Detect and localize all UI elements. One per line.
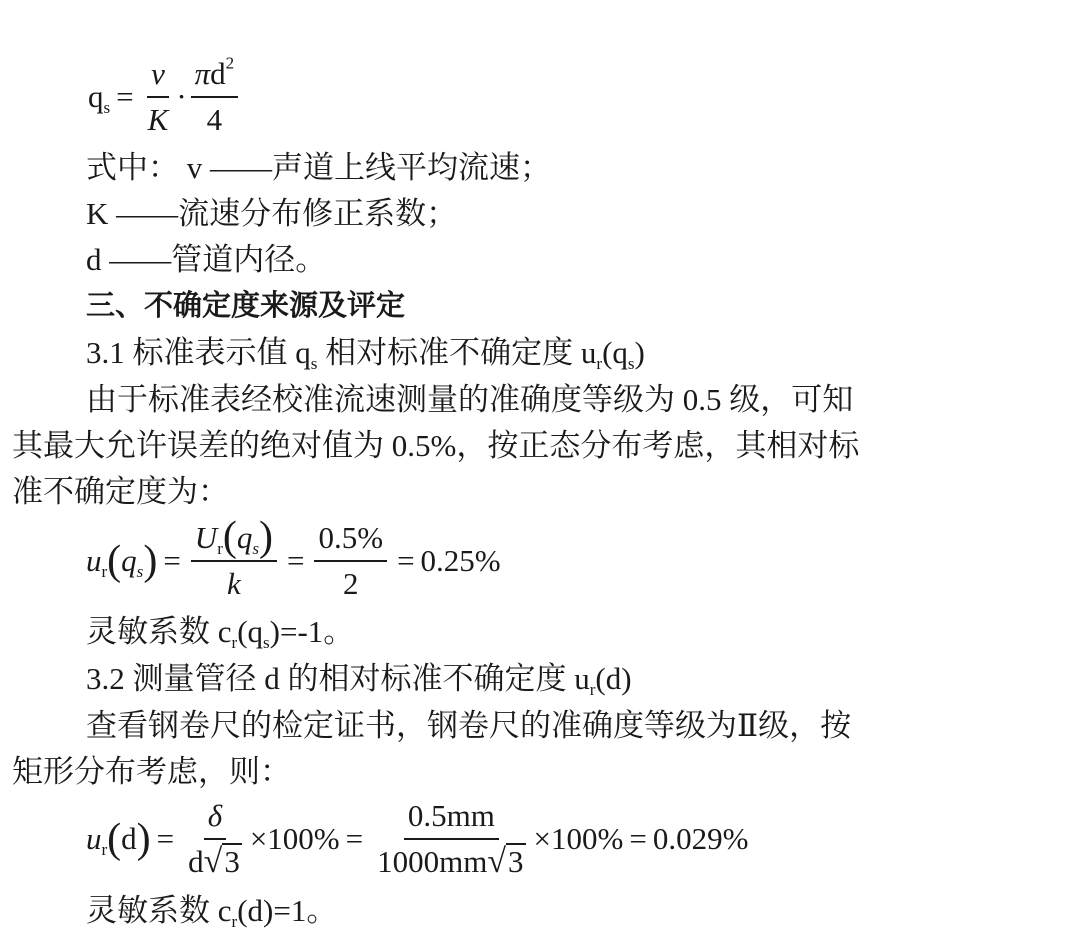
formula3-frac-mm: 0.5mm 1000mm √ 3	[377, 798, 524, 880]
formula-ur-d: $u_r$ ( d ) = δ d √ 3 ×100% = 0.5mm 1000mm √ 3 ×100% = 0.029%	[86, 798, 749, 880]
formula1-frac-pi-d2: $\frac{\pi d^2}{4}$	[191, 54, 239, 140]
formula2-u: $u_r$	[86, 543, 108, 581]
formula3-u: $u_r$	[86, 821, 108, 859]
formula1-frac-v-k: $\frac{v}{K}$	[147, 56, 169, 137]
subsection-3-2-title: 3.2 测量管径 d 的相对标准不确定度 $u_r(d)$	[86, 661, 632, 699]
formula2-frac-U-k: $\frac{U_r(q_s)}{k}$	[191, 518, 277, 604]
section-heading-uncertainty: 三、不确定度来源及评定	[86, 288, 406, 322]
definition-k: K ——流速分布修正系数；	[86, 196, 458, 231]
formula1-equals: =	[116, 79, 134, 114]
paragraph-3-1-line3: 准不确定度为：	[12, 474, 229, 509]
formula-ur-qs: $u_r$ ( $q_s$ ) = $\frac{U_r(q_s)}{k}$ = $\frac{0.5\%}{2}$ = 0.25%	[86, 518, 501, 604]
formula1-lhs: $q_s$	[88, 79, 111, 117]
formula-flow-rate	[88, 54, 242, 140]
paragraph-3-1-line2: 其最大允许误差的绝对值为 0.5%，按正态分布考虑，其相对标	[12, 428, 860, 463]
paragraph-3-2-line2: 矩形分布考虑，则：	[12, 754, 291, 789]
sensitivity-d: 灵敏系数 $c_r(d)=1$。	[86, 893, 338, 931]
paragraph-3-2-line1: 查看钢卷尺的检定证书，钢卷尺的准确度等级为Ⅱ级，按	[86, 708, 852, 743]
formula3-frac-delta: δ d √ 3	[188, 798, 240, 880]
formula3-result: 0.029%	[652, 821, 749, 856]
paragraph-3-1-line1: 由于标准表经校准流速测量的准确度等级为 0.5 级，可知	[86, 382, 854, 417]
definition-v: 式中： v ——声道上线平均流速；	[86, 150, 551, 185]
formula1-dot: ·	[176, 79, 187, 114]
formula2-frac-percent: $\frac{0.5\%}{2}$	[314, 518, 387, 604]
formula2-result: 0.25%	[420, 543, 501, 578]
sensitivity-qs: 灵敏系数 $c_r(q_s)=-1$。	[86, 614, 355, 652]
subsection-3-1-title: 3.1 标准表示值 $q_s$ 相对标准不确定度 $u_r(q_s)$	[86, 335, 645, 373]
definition-d: d ——管道内径。	[86, 242, 327, 277]
